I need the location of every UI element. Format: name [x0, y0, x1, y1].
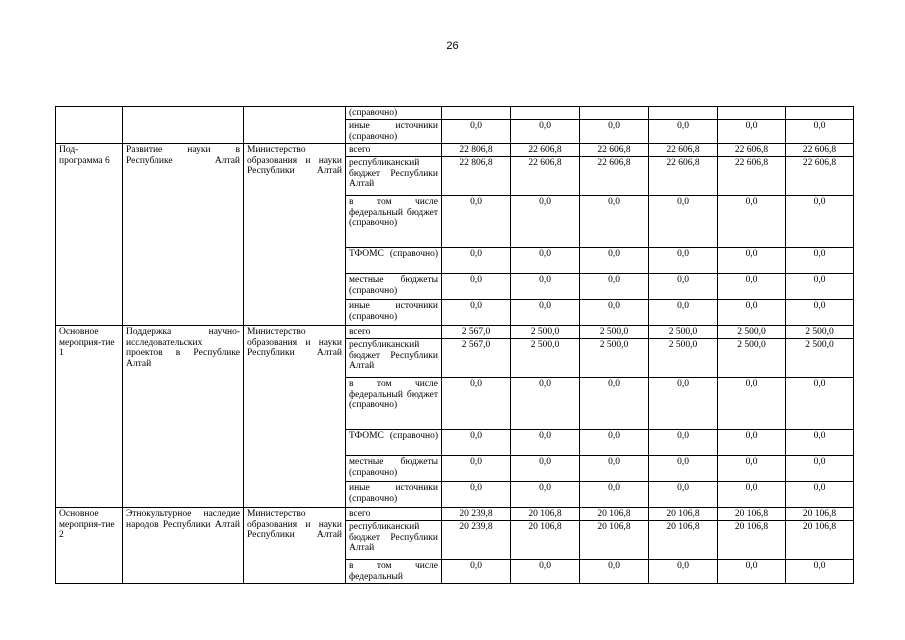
amount-cell: 0,0: [786, 456, 854, 482]
amount-cell: 2 500,0: [580, 339, 649, 378]
amount-cell: 0,0: [786, 482, 854, 508]
funding-source-cell: всего: [346, 144, 442, 157]
amount-cell: 22 606,8: [649, 144, 718, 157]
amount-cell: 20 106,8: [786, 521, 854, 560]
amount-cell: 22 806,8: [442, 157, 511, 196]
executor-cell: Министерство образования и науки Республики Алтай: [244, 144, 346, 326]
program-code-cell: [56, 107, 123, 144]
amount-cell: 20 106,8: [511, 521, 580, 560]
amount-cell: 0,0: [442, 120, 511, 144]
amount-cell: 22 806,8: [442, 144, 511, 157]
amount-cell: 2 500,0: [718, 339, 786, 378]
amount-cell: 0,0: [580, 196, 649, 248]
program-name-cell: Развитие науки в Республике Алтай: [123, 144, 244, 326]
amount-cell: 0,0: [580, 378, 649, 430]
funding-source-cell: иные источники (справочно): [346, 482, 442, 508]
amount-cell: 0,0: [649, 274, 718, 300]
amount-cell: [442, 107, 511, 120]
amount-cell: [511, 107, 580, 120]
executor-cell: Министерство образования и науки Республики Алтай: [244, 326, 346, 508]
amount-cell: 0,0: [580, 456, 649, 482]
amount-cell: 0,0: [442, 248, 511, 274]
amount-cell: 0,0: [718, 482, 786, 508]
funding-source-cell: ТФОМС (справочно): [346, 430, 442, 456]
funding-source-cell: всего: [346, 326, 442, 339]
table-row: [56, 508, 854, 521]
funding-source-cell: республиканский бюджет Республики Алтай: [346, 157, 442, 196]
amount-cell: 0,0: [649, 378, 718, 430]
amount-cell: 0,0: [718, 248, 786, 274]
amount-cell: 0,0: [786, 430, 854, 456]
amount-cell: 0,0: [442, 430, 511, 456]
amount-cell: 0,0: [511, 430, 580, 456]
amount-cell: 20 106,8: [786, 508, 854, 521]
funding-source-cell: местные бюджеты (справочно): [346, 274, 442, 300]
amount-cell: 22 606,8: [718, 157, 786, 196]
funding-source-cell: иные источники (справочно): [346, 120, 442, 144]
funding-source-cell: республиканский бюджет Республики Алтай: [346, 521, 442, 560]
amount-cell: 0,0: [442, 482, 511, 508]
table-row: [56, 326, 854, 339]
amount-cell: 0,0: [786, 560, 854, 584]
amount-cell: 2 500,0: [511, 339, 580, 378]
table-row: [56, 144, 854, 157]
amount-cell: 0,0: [442, 274, 511, 300]
amount-cell: 0,0: [580, 430, 649, 456]
amount-cell: 0,0: [511, 196, 580, 248]
page-number: 26: [446, 40, 459, 52]
amount-cell: [580, 107, 649, 120]
amount-cell: 0,0: [786, 300, 854, 326]
amount-cell: 2 567,0: [442, 339, 511, 378]
amount-cell: 0,0: [511, 378, 580, 430]
program-code-cell: Основное мероприя-тие 1: [56, 326, 123, 508]
amount-cell: 0,0: [442, 456, 511, 482]
amount-cell: [718, 107, 786, 120]
amount-cell: 2 500,0: [649, 339, 718, 378]
program-code-cell: Под-программа 6: [56, 144, 123, 326]
amount-cell: 0,0: [511, 300, 580, 326]
amount-cell: 0,0: [580, 482, 649, 508]
amount-cell: 0,0: [649, 248, 718, 274]
funding-source-cell: местные бюджеты (справочно): [346, 456, 442, 482]
table-row: [56, 107, 854, 120]
funding-source-cell: в том числе федеральный бюджет (справочно): [346, 378, 442, 430]
amount-cell: 22 606,8: [511, 157, 580, 196]
funding-source-cell: республиканский бюджет Республики Алтай: [346, 339, 442, 378]
amount-cell: 0,0: [718, 378, 786, 430]
amount-cell: 0,0: [718, 456, 786, 482]
amount-cell: 0,0: [786, 248, 854, 274]
program-name-cell: Поддержка научно-исследовательских проектов в Республике Алтай: [123, 326, 244, 508]
amount-cell: 22 606,8: [580, 157, 649, 196]
funding-source-cell: в том числе федеральный бюджет (справочно): [346, 196, 442, 248]
amount-cell: 2 500,0: [718, 326, 786, 339]
amount-cell: 0,0: [786, 378, 854, 430]
amount-cell: 0,0: [511, 482, 580, 508]
amount-cell: 20 106,8: [649, 508, 718, 521]
amount-cell: 0,0: [580, 274, 649, 300]
amount-cell: 22 606,8: [786, 157, 854, 196]
amount-cell: 2 567,0: [442, 326, 511, 339]
amount-cell: 20 106,8: [718, 508, 786, 521]
amount-cell: 2 500,0: [580, 326, 649, 339]
amount-cell: 20 106,8: [649, 521, 718, 560]
amount-cell: 0,0: [442, 560, 511, 584]
amount-cell: 0,0: [580, 120, 649, 144]
amount-cell: 0,0: [511, 456, 580, 482]
amount-cell: 22 606,8: [511, 144, 580, 157]
amount-cell: 0,0: [718, 560, 786, 584]
amount-cell: 0,0: [442, 300, 511, 326]
amount-cell: 0,0: [786, 120, 854, 144]
amount-cell: 0,0: [718, 196, 786, 248]
amount-cell: 0,0: [649, 196, 718, 248]
executor-cell: [244, 107, 346, 144]
amount-cell: 0,0: [649, 430, 718, 456]
amount-cell: 20 106,8: [580, 521, 649, 560]
funding-source-cell: иные источники (справочно): [346, 300, 442, 326]
program-name-cell: Этнокультурное наследие народов Республики Алтай: [123, 508, 244, 584]
amount-cell: 0,0: [649, 300, 718, 326]
program-name-cell: [123, 107, 244, 144]
amount-cell: 0,0: [511, 274, 580, 300]
amount-cell: 0,0: [442, 378, 511, 430]
amount-cell: 0,0: [718, 430, 786, 456]
amount-cell: 2 500,0: [786, 339, 854, 378]
amount-cell: 2 500,0: [511, 326, 580, 339]
amount-cell: 0,0: [511, 120, 580, 144]
amount-cell: 0,0: [511, 248, 580, 274]
amount-cell: 0,0: [649, 482, 718, 508]
amount-cell: 0,0: [580, 560, 649, 584]
amount-cell: 20 106,8: [580, 508, 649, 521]
amount-cell: 22 606,8: [786, 144, 854, 157]
amount-cell: 0,0: [786, 274, 854, 300]
amount-cell: 0,0: [718, 120, 786, 144]
amount-cell: [649, 107, 718, 120]
amount-cell: 0,0: [786, 196, 854, 248]
amount-cell: 0,0: [580, 248, 649, 274]
amount-cell: 2 500,0: [649, 326, 718, 339]
amount-cell: 0,0: [718, 300, 786, 326]
amount-cell: 22 606,8: [718, 144, 786, 157]
amount-cell: [786, 107, 854, 120]
amount-cell: 20 106,8: [511, 508, 580, 521]
funding-source-cell: всего: [346, 508, 442, 521]
amount-cell: 20 239,8: [442, 521, 511, 560]
amount-cell: 22 606,8: [580, 144, 649, 157]
amount-cell: 2 500,0: [786, 326, 854, 339]
amount-cell: 20 239,8: [442, 508, 511, 521]
program-code-cell: Основное мероприя-тие 2: [56, 508, 123, 584]
amount-cell: 0,0: [718, 274, 786, 300]
amount-cell: 20 106,8: [718, 521, 786, 560]
amount-cell: 0,0: [649, 456, 718, 482]
funding-source-cell: (справочно): [346, 107, 442, 120]
amount-cell: 22 606,8: [649, 157, 718, 196]
amount-cell: 0,0: [649, 120, 718, 144]
funding-source-cell: ТФОМС (справочно): [346, 248, 442, 274]
amount-cell: 0,0: [511, 560, 580, 584]
budget-table: [55, 106, 854, 584]
amount-cell: 0,0: [442, 196, 511, 248]
funding-source-cell: в том числе федеральный: [346, 560, 442, 584]
amount-cell: 0,0: [649, 560, 718, 584]
amount-cell: 0,0: [580, 300, 649, 326]
executor-cell: Министерство образования и науки Республики Алтай: [244, 508, 346, 584]
